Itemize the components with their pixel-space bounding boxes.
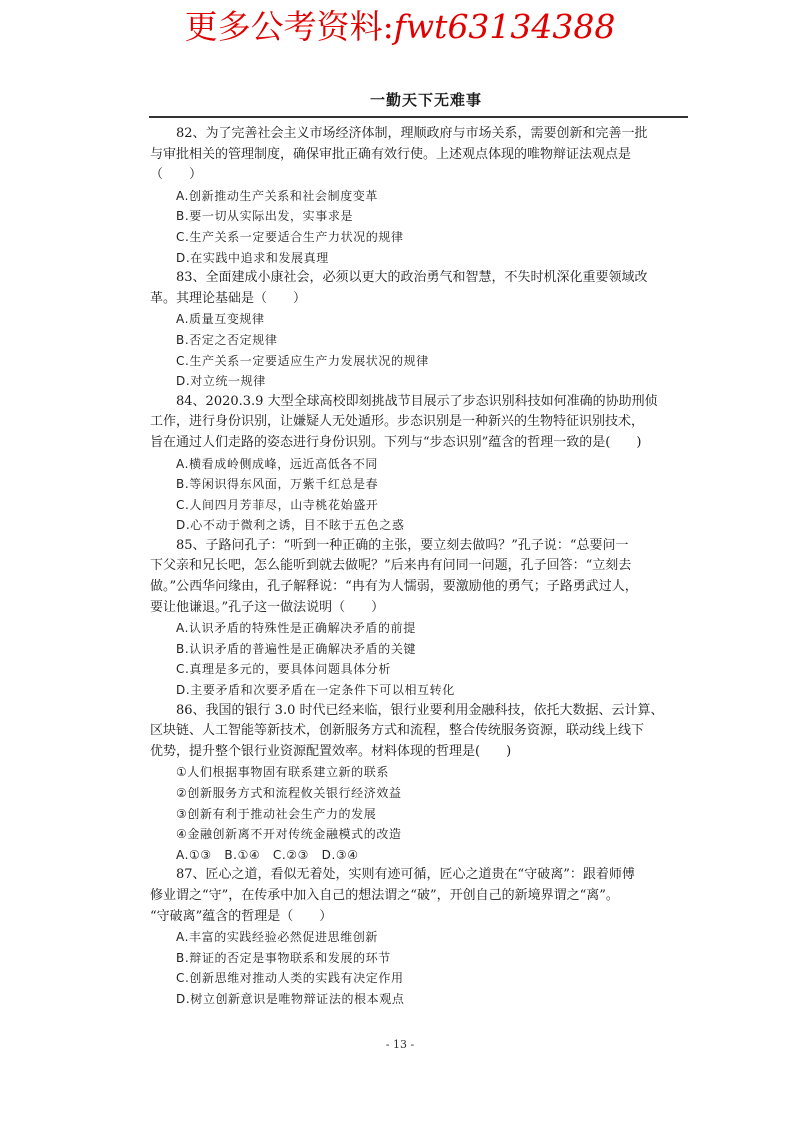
answer-option: D.对立统一规律	[176, 374, 266, 389]
answer-option: A.认识矛盾的特殊性是正确解决矛盾的前提	[176, 621, 416, 636]
faint-bleed-through	[585, 755, 588, 766]
question-stem-first-line: 82、为了完善社会主义市场经济体制，理顺政府与市场关系，需要创新和完善一批	[176, 126, 648, 141]
answer-option: C.真理是多元的，要具体问题具体分析	[176, 662, 391, 677]
page-number: - 13 -	[385, 1038, 415, 1051]
question-stem-line: 下父亲和兄长吧，怎么能听到就去做呢？”后来冉有问同一问题，孔子回答：“立刻去	[150, 558, 632, 574]
question-block	[150, 124, 690, 268]
answer-option: A.丰富的实践经验必然促进思维创新	[176, 930, 379, 945]
answer-option: B.认识矛盾的普遍性是正确解决矛盾的关键	[176, 641, 417, 656]
header-motto: 一勤天下无难事	[370, 91, 483, 109]
answer-option: A.创新推动生产关系和社会制度变革	[176, 188, 379, 203]
question-block	[150, 701, 690, 866]
question-stem-first-line: 87、匠心之道，看似无着处，实则有迹可循，匠心之道贵在“守破离”：跟着师傅	[176, 867, 635, 883]
answer-option: D.主要矛盾和次要矛盾在一定条件下可以相互转化	[176, 683, 455, 698]
answer-option: B.等闲识得东风面，万紫千红总是春	[176, 477, 379, 492]
question-stem-first-line: 86、我国的银行 3.0 时代已经来临，银行业要利用金融科技，依托大数据、云计算、	[176, 702, 664, 718]
watermark-banner	[0, 4, 800, 50]
answer-option: B.辩证的否定是事物联系和发展的环节	[176, 950, 391, 965]
question-stem-line: 工作，进行身份识别，让嫌疑人无处遁形。步态识别是一种新兴的生物特征识别技术，	[150, 414, 645, 430]
question-block	[150, 865, 690, 1009]
question-block	[150, 268, 690, 392]
answer-option: ①人们根据事物固有联系建立新的联系	[176, 765, 389, 780]
answer-option: ②创新服务方式和流程攸关银行经济效益	[176, 786, 402, 800]
answer-option: C.创新思维对推动人类的实践有决定作用	[176, 971, 404, 986]
question-stem-line: 修业谓之“守”，在传承中加入自己的想法谓之“破”，开创自己的新境界谓之“离”。	[150, 887, 619, 903]
answer-option: A.质量互变规律	[176, 312, 265, 327]
question-stem-first-line: 85、子路问孔子：“听到一种正确的主张，要立刻去做吗？”孔子说：“总要问一	[176, 537, 629, 553]
header-divider	[149, 116, 688, 118]
question-block	[150, 536, 690, 701]
question-block	[150, 392, 690, 536]
question-stem-line: 旨在通过人们走路的姿态进行身份识别。下列与“步态识别”蕴含的哲理一致的是( )	[150, 434, 642, 450]
question-stem-line: （ ）	[150, 167, 203, 183]
question-stem-line: 区块链、人工智能等新技术，创新服务方式和流程，整合传统服务资源，联动线上线下	[150, 723, 645, 739]
answer-option: D.树立创新意识是唯物辩证法的根本观点	[176, 991, 405, 1006]
answer-option: B.否定之否定规律	[176, 332, 278, 347]
answer-option: D.心不动于微利之诱，目不眩于五色之惑	[176, 518, 405, 533]
answer-option: C.生产关系一定要适应生产力发展状况的规律	[176, 353, 429, 368]
watermark-code: fwt63134388	[393, 7, 616, 46]
question-stem-line: 革。其理论基础是（ ）	[150, 290, 307, 306]
question-stem-first-line: 84、2020.3.9 大型全球高校即刻挑战节目展示了步态识别科技如何准确的协助刑侦	[176, 393, 658, 409]
answer-option: C.人间四月芳菲尽，山寺桃花始盛开	[176, 497, 379, 512]
answer-option: C.生产关系一定要适合生产力状况的规律	[176, 229, 404, 244]
answer-option: A.①③ B.①④ C.②③ D.③④	[176, 847, 359, 862]
answer-option: B.要一切从实际出发，实事求是	[176, 209, 354, 224]
question-stem-first-line: 83、全面建成小康社会，必须以更大的政治勇气和智慧，不失时机深化重要领域改	[176, 270, 648, 286]
question-stem-line: 做。”公西华问缘由，孔子解释说：“冉有为人懦弱，要激励他的勇气；子路勇武过人，	[150, 579, 638, 595]
answer-option: A.横看成岭侧成峰，远近高低各不同	[176, 456, 379, 471]
question-stem-line: 要让他谦退。”孔子这一做法说明（ ）	[150, 599, 385, 615]
answer-option: ③创新有利于推动社会生产力的发展	[176, 806, 377, 821]
question-stem-line: 优势，提升整个银行业资源配置效率。材料体现的哲理是( )	[150, 743, 512, 759]
question-list	[150, 124, 690, 1010]
question-stem-line: 与审批相关的管理制度，确保审批正确有效行使。上述观点体现的唯物辩证法观点是	[150, 146, 632, 162]
question-stem-line: “守破离”蕴含的哲理是（ ）	[150, 908, 333, 924]
answer-option: ④金融创新离不开对传统金融模式的改造	[176, 827, 402, 842]
answer-option: D.在实践中追求和发展真理	[176, 250, 329, 265]
watermark-text: 更多公考资料:	[184, 7, 394, 46]
